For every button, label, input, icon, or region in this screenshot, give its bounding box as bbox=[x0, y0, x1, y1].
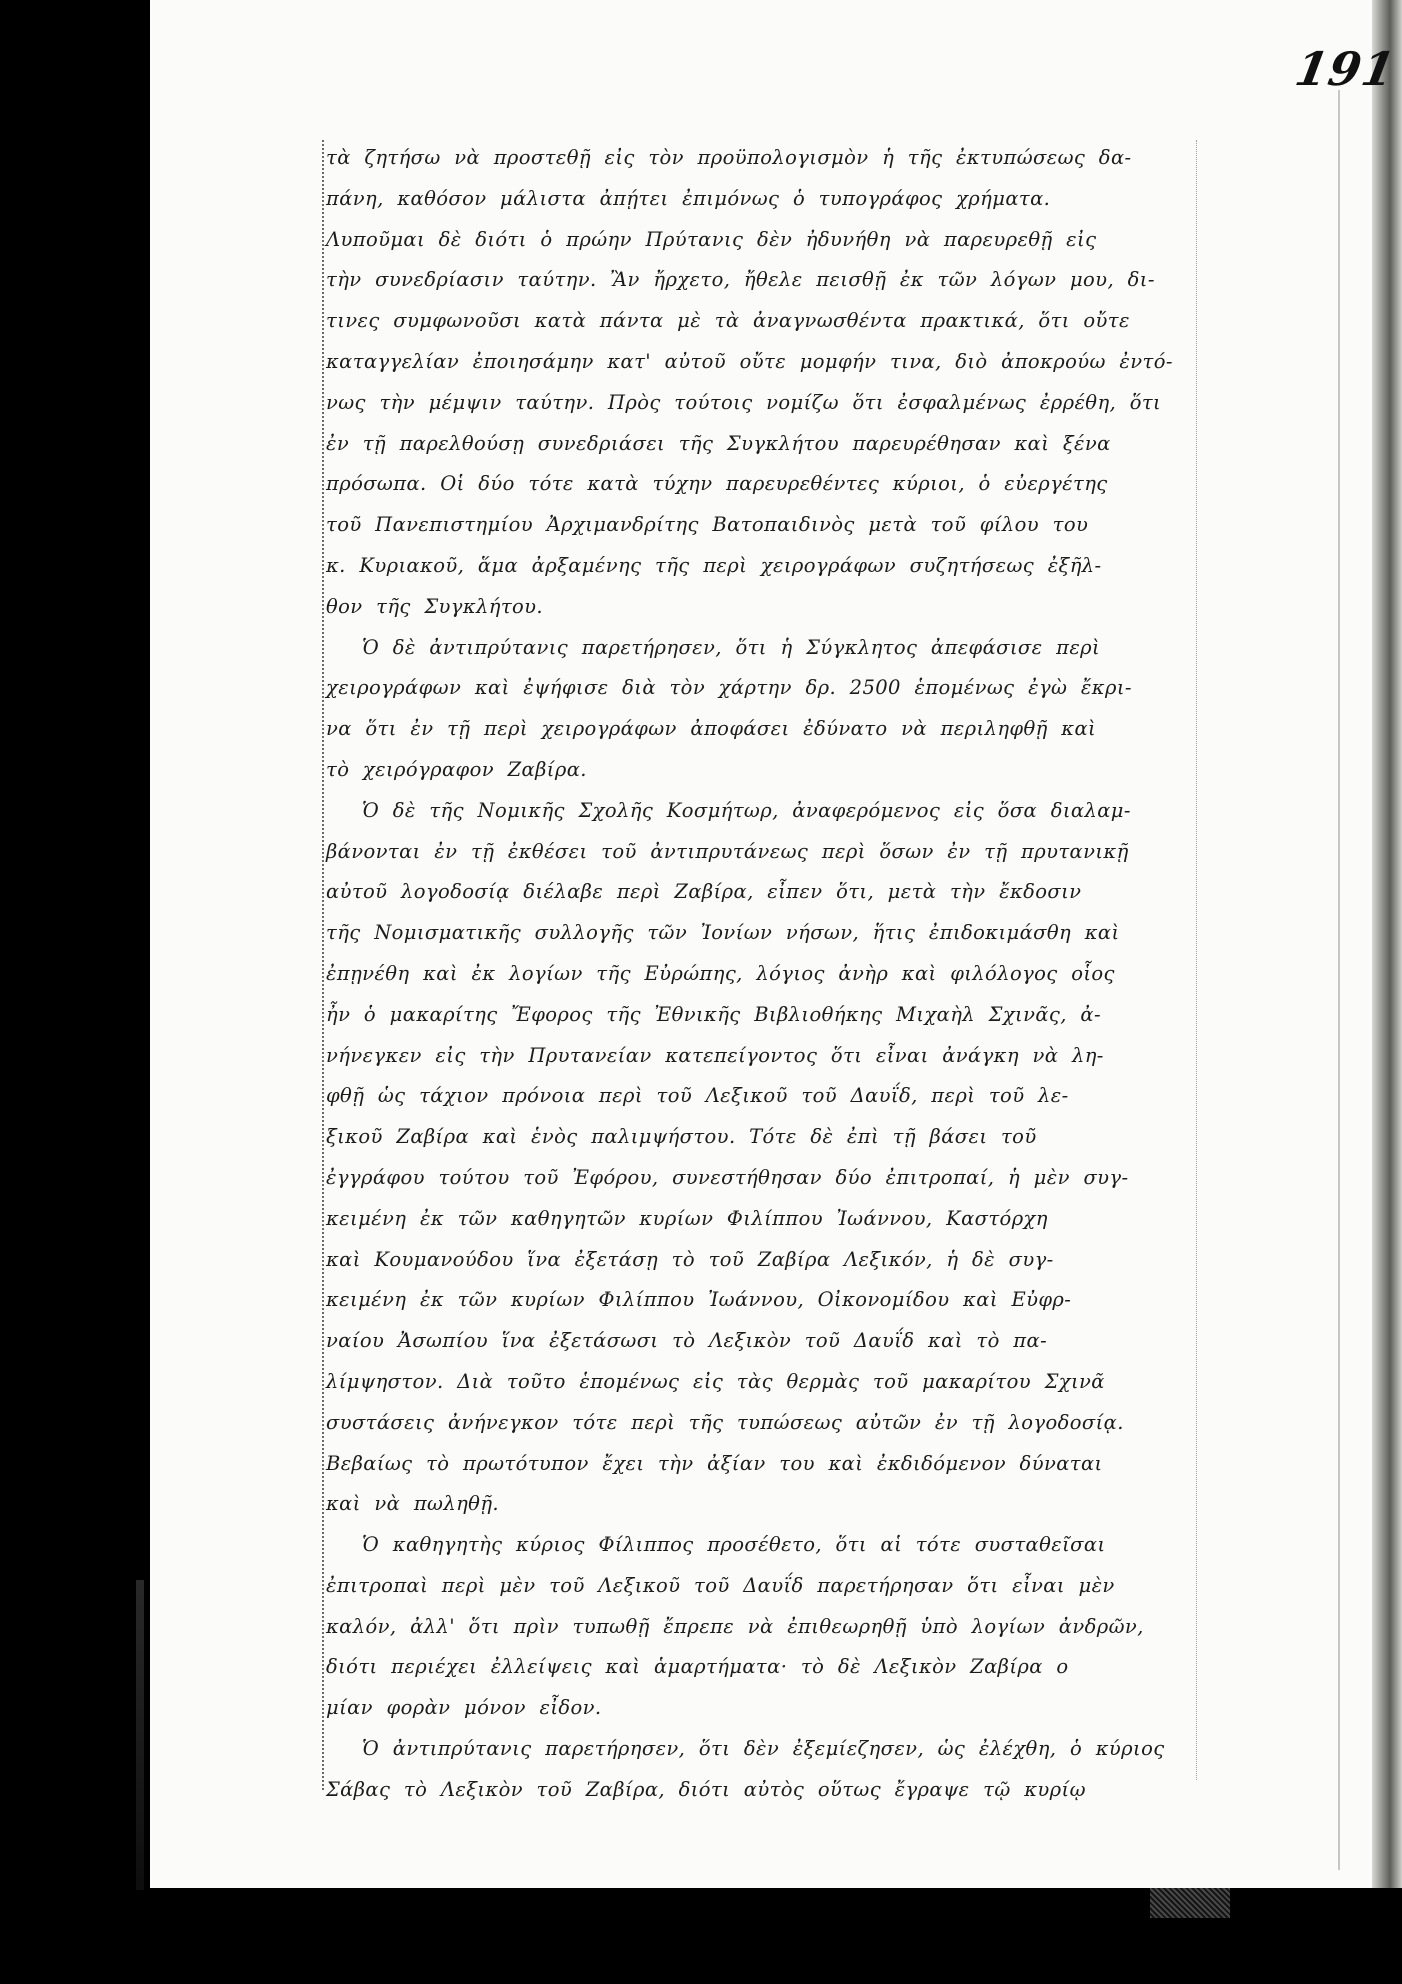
manuscript-line: ἦν ὁ μακαρίτης Ἔφορος τῆς Ἐθνικῆς Βιβλιοθήκης Μιχαὴλ Σχινᾶς, ἀ- bbox=[326, 1002, 1101, 1026]
manuscript-line: πάνη, καθόσον μάλιστα ἀπῄτει ἐπιμόνως ὁ τυπογράφος χρήματα. bbox=[326, 186, 1051, 210]
manuscript-line: ἐπῃνέθη καὶ ἐκ λογίων τῆς Εὐρώπης, λόγιος ἀνὴρ καὶ φιλόλογος οἷος bbox=[326, 961, 1115, 985]
manuscript-line: τῆς Νομισματικῆς συλλογῆς τῶν Ἰονίων νήσων, ἥτις ἐπιδοκιμάσθη καὶ bbox=[326, 921, 1120, 945]
binding-shadow bbox=[136, 1580, 144, 1890]
manuscript-line: πρόσωπα. Οἱ δύο τότε κατὰ τύχην παρευρεθέντες κύριοι, ὁ εὐεργέτης bbox=[326, 472, 1108, 496]
manuscript-line: κειμένη ἐκ τῶν καθηγητῶν κυρίων Φιλίππου Ἰωάννου, Καστόρχη bbox=[326, 1206, 1048, 1230]
manuscript-line: αὐτοῦ λογοδοσίᾳ διέλαβε περὶ Ζαβίρα, εἶπεν ὅτι, μετὰ τὴν ἔκδοσιν bbox=[326, 880, 1082, 904]
manuscript-line: Λυποῦμαι δὲ διότι ὁ πρώην Πρύτανις δὲν ἠδυνήθη νὰ παρευρεθῇ εἰς bbox=[326, 227, 1097, 251]
manuscript-line: Σάβας τὸ Λεξικὸν τοῦ Ζαβίρα, διότι αὐτὸς οὕτως ἔγραψε τῷ κυρίῳ bbox=[326, 1777, 1086, 1801]
manuscript-line: νως τὴν μέμψιν ταύτην. Πρὸς τούτοις νομίζω ὅτι ἐσφαλμένως ἐρρέθη, ὅτι bbox=[326, 390, 1162, 414]
manuscript-line: ξικοῦ Ζαβίρα καὶ ἑνὸς παλιμψήστου. Τότε δὲ ἐπὶ τῇ βάσει τοῦ bbox=[326, 1125, 1037, 1149]
manuscript-line: τὸ χειρόγραφον Ζαβίρα. bbox=[326, 757, 587, 781]
manuscript-line: φθῇ ὡς τάχιον πρόνοια περὶ τοῦ Λεξικοῦ τοῦ Δαυΐδ, περὶ τοῦ λε- bbox=[326, 1084, 1069, 1108]
manuscript-line: κειμένη ἐκ τῶν κυρίων Φιλίππου Ἰωάννου, Οἰκονομίδου καὶ Εὐφρ- bbox=[326, 1288, 1072, 1312]
manuscript-line: καλόν, ἀλλ' ὅτι πρὶν τυπωθῇ ἔπρεπε νὰ ἐπιθεωρηθῇ ὑπὸ λογίων ἀνδρῶν, bbox=[326, 1614, 1144, 1638]
scan-smudge bbox=[1150, 1888, 1230, 1918]
page-fold-line bbox=[1338, 90, 1340, 1870]
manuscript-line: καὶ νὰ πωληθῇ. bbox=[326, 1492, 500, 1516]
manuscript-line: συστάσεις ἀνήνεγκον τότε περὶ τῆς τυπώσεως αὐτῶν ἐν τῇ λογοδοσίᾳ. bbox=[326, 1410, 1124, 1434]
right-margin-rule bbox=[1196, 140, 1197, 1780]
manuscript-line: να ὅτι ἐν τῇ περὶ χειρογράφων ἀποφάσει ἐδύνατο νὰ περιληφθῇ καὶ bbox=[326, 717, 1097, 741]
handwritten-text-block bbox=[322, 138, 1196, 1811]
manuscript-line: λίμψηστον. Διὰ τοῦτο ἑπομένως εἰς τὰς θερμὰς τοῦ μακαρίτου Σχινᾶ bbox=[326, 1369, 1105, 1393]
manuscript-line: Ὁ δὲ τῆς Νομικῆς Σχολῆς Κοσμήτωρ, ἀναφερόμενος εἰς ὅσα διαλαμ- bbox=[362, 798, 1131, 822]
manuscript-line: βάνονται ἐν τῇ ἐκθέσει τοῦ ἀντιπρυτάνεως περὶ ὅσων ἐν τῇ πρυτανικῇ bbox=[326, 839, 1129, 863]
manuscript-line: τὰ ζητήσω νὰ προστεθῇ εἰς τὸν προϋπολογισμὸν ἡ τῆς ἐκτυπώσεως δα- bbox=[326, 146, 1132, 169]
manuscript-line: νήνεγκεν εἰς τὴν Πρυτανείαν κατεπείγοντος ὅτι εἶναι ἀνάγκη νὰ λη- bbox=[326, 1043, 1104, 1067]
manuscript-line: καὶ Κουμανούδου ἵνα ἐξετάσῃ τὸ τοῦ Ζαβίρα Λεξικόν, ἡ δὲ συγ- bbox=[326, 1247, 1054, 1271]
manuscript-line: διότι περιέχει ἐλλείψεις καὶ ἁμαρτήματα· τὸ δὲ Λεξικὸν Ζαβίρα ο bbox=[326, 1655, 1069, 1679]
page-edge bbox=[1372, 0, 1402, 1888]
manuscript-line: χειρογράφων καὶ ἐψήφισε διὰ τὸν χάρτην δρ. 2500 ἑπομένως ἐγὼ ἔκρι- bbox=[326, 676, 1132, 700]
manuscript-line: θον τῆς Συγκλήτου. bbox=[326, 594, 544, 618]
manuscript-line: τινες συμφωνοῦσι κατὰ πάντα μὲ τὰ ἀναγνωσθέντα πρακτικά, ὅτι οὔτε bbox=[326, 309, 1130, 333]
manuscript-line: κ. Κυριακοῦ, ἅμα ἀρξαμένης τῆς περὶ χειρογράφων συζητήσεως ἐξῆλ- bbox=[326, 553, 1102, 577]
manuscript-line: Ὁ καθηγητὴς κύριος Φίλιππος προσέθετο, ὅτι αἱ τότε συσταθεῖσαι bbox=[362, 1533, 1106, 1557]
manuscript-line: μίαν φορὰν μόνον εἶδον. bbox=[326, 1696, 602, 1720]
manuscript-line: ἐγγράφου τούτου τοῦ Ἐφόρου, συνεστήθησαν δύο ἐπιτροπαί, ἡ μὲν συγ- bbox=[326, 1165, 1129, 1189]
manuscript-line: καταγγελίαν ἐποιησάμην κατ' αὐτοῦ οὔτε μομφήν τινα, διὸ ἀποκρούω ἐντό- bbox=[326, 349, 1173, 373]
manuscript-line: τὴν συνεδρίασιν ταύτην. Ἂν ἤρχετο, ἤθελε πεισθῇ ἐκ τῶν λόγων μου, δι- bbox=[326, 268, 1155, 292]
manuscript-line: τοῦ Πανεπιστημίου Ἀρχιμανδρίτης Βατοπαιδινὸς μετὰ τοῦ φίλου του bbox=[326, 513, 1089, 537]
manuscript-line: ναίου Ἀσωπίου ἵνα ἐξετάσωσι τὸ Λεξικὸν τοῦ Δαυΐδ καὶ τὸ πα- bbox=[326, 1329, 1048, 1353]
folio-number: 191 bbox=[1291, 42, 1400, 96]
manuscript-line: Ὁ ἀντιπρύτανις παρετήρησεν, ὅτι δὲν ἐξεμίεζησεν, ὡς ἐλέχθη, ὁ κύριος bbox=[362, 1737, 1165, 1761]
manuscript-line: Βεβαίως τὸ πρωτότυπον ἔχει τὴν ἀξίαν του καὶ ἐκδιδόμενον δύναται bbox=[326, 1451, 1103, 1475]
manuscript-line: ἐπιτροπαὶ περὶ μὲν τοῦ Λεξικοῦ τοῦ Δαυΐδ παρετήρησαν ὅτι εἶναι μὲν bbox=[326, 1573, 1115, 1597]
manuscript-line: ἐν τῇ παρελθούσῃ συνεδριάσει τῆς Συγκλήτου παρευρέθησαν καὶ ξένα bbox=[326, 431, 1111, 455]
manuscript-line: Ὁ δὲ ἀντιπρύτανις παρετήρησεν, ὅτι ἡ Σύγκλητος ἀπεφάσισε περὶ bbox=[362, 635, 1101, 659]
